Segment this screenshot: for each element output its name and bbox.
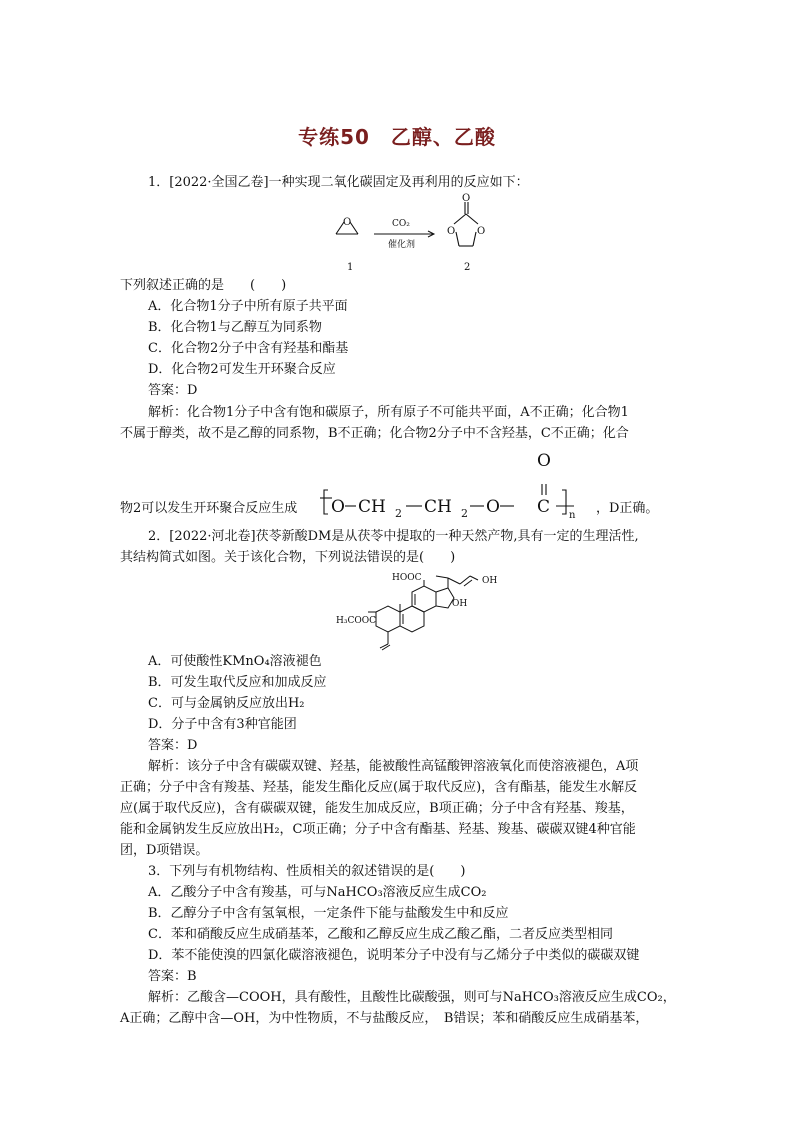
compound-1-label: 1 xyxy=(347,262,354,273)
q3-analysis-line-1: 解析：乙酸含—COOH，具有酸性，且酸性比碳酸强，则可与NaHCO₃溶液反应生成CO₂， xyxy=(148,990,676,1005)
q2-analysis-line-4: 能和金属钠发生反应放出H₂，C项正确；分子中含有酯基、羟基、羧基、碳碳双键4种官能 xyxy=(120,822,636,837)
polymer-ch2-1-subscript: 2 xyxy=(395,507,402,520)
compound-2-structure xyxy=(454,202,478,246)
polymer-ch2-1: CH xyxy=(358,497,386,517)
q3-option-b: B．乙醇分子中含有氢氧根，一定条件下能与盐酸发生中和反应 xyxy=(148,906,509,921)
polymer-oxygen-2: O xyxy=(486,497,500,517)
page-title: 专练50 乙醇、乙酸 xyxy=(298,125,496,149)
q2-analysis-line-2: 正确；分子中含有羧基、羟基，能发生酯化反应(属于取代反应)，含有酯基，能发生水解反 xyxy=(120,780,638,795)
q1-polymer-formula xyxy=(318,446,603,522)
q1-prompt: 下列叙述正确的是 ( ) xyxy=(120,278,287,293)
polymer-ch2-2: CH xyxy=(424,497,452,517)
q1-answer: 答案：D xyxy=(148,383,198,398)
q1-analysis-line-2: 不属于醇类，故不是乙醇的同系物，B不正确；化合物2分子中不含羟基，C不正确；化合 xyxy=(120,426,629,441)
q1-option-b: B．化合物1与乙醇互为同系物 xyxy=(148,320,322,335)
q1-analysis-line-4: ，D正确。 xyxy=(596,501,659,516)
compound-2-label: 2 xyxy=(464,262,471,273)
polymer-ch2-2-subscript: 2 xyxy=(461,507,468,520)
q3-option-d: D．苯不能使溴的四氯化碳溶液褪色，说明苯分子中没有与乙烯分子中类似的碳碳双键 xyxy=(148,948,640,963)
polymer-carbon: C xyxy=(537,497,551,517)
q2-structure xyxy=(336,568,512,652)
reagent-co2: CO₂ xyxy=(392,219,410,229)
hydroxyl-group-ring: OH xyxy=(452,599,468,609)
q2-option-a: A．可使酸性KMnO₄溶液褪色 xyxy=(148,654,322,669)
catalyst-label: 催化剂 xyxy=(388,240,416,250)
q2-option-b: B．可发生取代反应和加成反应 xyxy=(148,675,327,690)
q3-analysis-line-2: A正确；乙醇中含—OH，为中性物质，不与盐酸反应， B错误；苯和硝酸反应生成硝基苯， xyxy=(120,1011,649,1026)
methyl-ester-group: H₃COOC xyxy=(336,616,376,626)
compound-2-carbonyl-oxygen: O xyxy=(462,193,471,204)
q2-analysis-line-3: 应(属于取代反应)，含有碳碳双键，能发生加成反应，B项正确；分子中含有羟基、羧基， xyxy=(120,801,634,816)
q2-stem-line-1: 2．[2022·河北卷]茯苓新酸DM是从茯苓中提取的一种天然产物,具有一定的生理活性, xyxy=(148,529,639,544)
compound-1-oxygen: O xyxy=(343,217,352,228)
q2-answer: 答案：D xyxy=(148,738,198,753)
polymer-oxygen-1: O xyxy=(331,497,345,517)
q1-option-d: D．化合物2可发生开环聚合反应 xyxy=(148,362,336,377)
polymer-carbonyl-oxygen: O xyxy=(537,451,551,471)
polymer-repeat-n: n xyxy=(569,510,576,521)
q1-analysis-line-3: 物2可以发生开环聚合反应生成 xyxy=(120,501,298,516)
q2-stem-line-2: 其结构简式如图。关于该化合物，下列说法错误的是( ) xyxy=(120,550,456,565)
q3-answer: 答案：B xyxy=(148,969,197,984)
q3-option-a: A．乙酸分子中含有羧基，可与NaHCO₃溶液反应生成CO₂ xyxy=(148,885,487,900)
q3-stem: 3．下列与有机物结构、性质相关的叙述错误的是( ) xyxy=(148,864,466,879)
q1-analysis-line-1: 解析：化合物1分子中含有饱和碳原子，所有原子不可能共平面，A不正确；化合物1 xyxy=(148,405,629,420)
compound-2-ring-oxygen-right: O xyxy=(477,226,486,237)
q2-analysis-line-1: 解析：该分子中含有碳碳双键、羟基，能被酸性高锰酸钾溶液氧化而使溶液褪色，A项 xyxy=(148,759,639,774)
q1-stem: 1．[2022·全国乙卷]一种实现二氧化碳固定及再利用的反应如下： xyxy=(148,175,529,190)
hydroxyl-group-top: OH xyxy=(482,576,498,586)
q1-option-a: A．化合物1分子中所有原子共平面 xyxy=(148,299,348,314)
q3-option-c: C．苯和硝酸反应生成硝基苯，乙酸和乙醇反应生成乙酸乙酯，二者反应类型相同 xyxy=(148,927,613,942)
q1-option-c: C．化合物2分子中含有羟基和酯基 xyxy=(148,341,349,356)
q2-option-d: D．分子中含有3种官能团 xyxy=(148,717,297,732)
compound-2-ring-oxygen-left: O xyxy=(447,226,456,237)
q1-reaction-scheme xyxy=(330,192,510,278)
carboxylic-acid-group: HOOC xyxy=(392,573,422,583)
q2-analysis-line-5: 团，D项错误。 xyxy=(120,843,209,858)
q2-option-c: C．可与金属钠反应放出H₂ xyxy=(148,696,305,711)
reaction-arrow xyxy=(374,231,434,237)
